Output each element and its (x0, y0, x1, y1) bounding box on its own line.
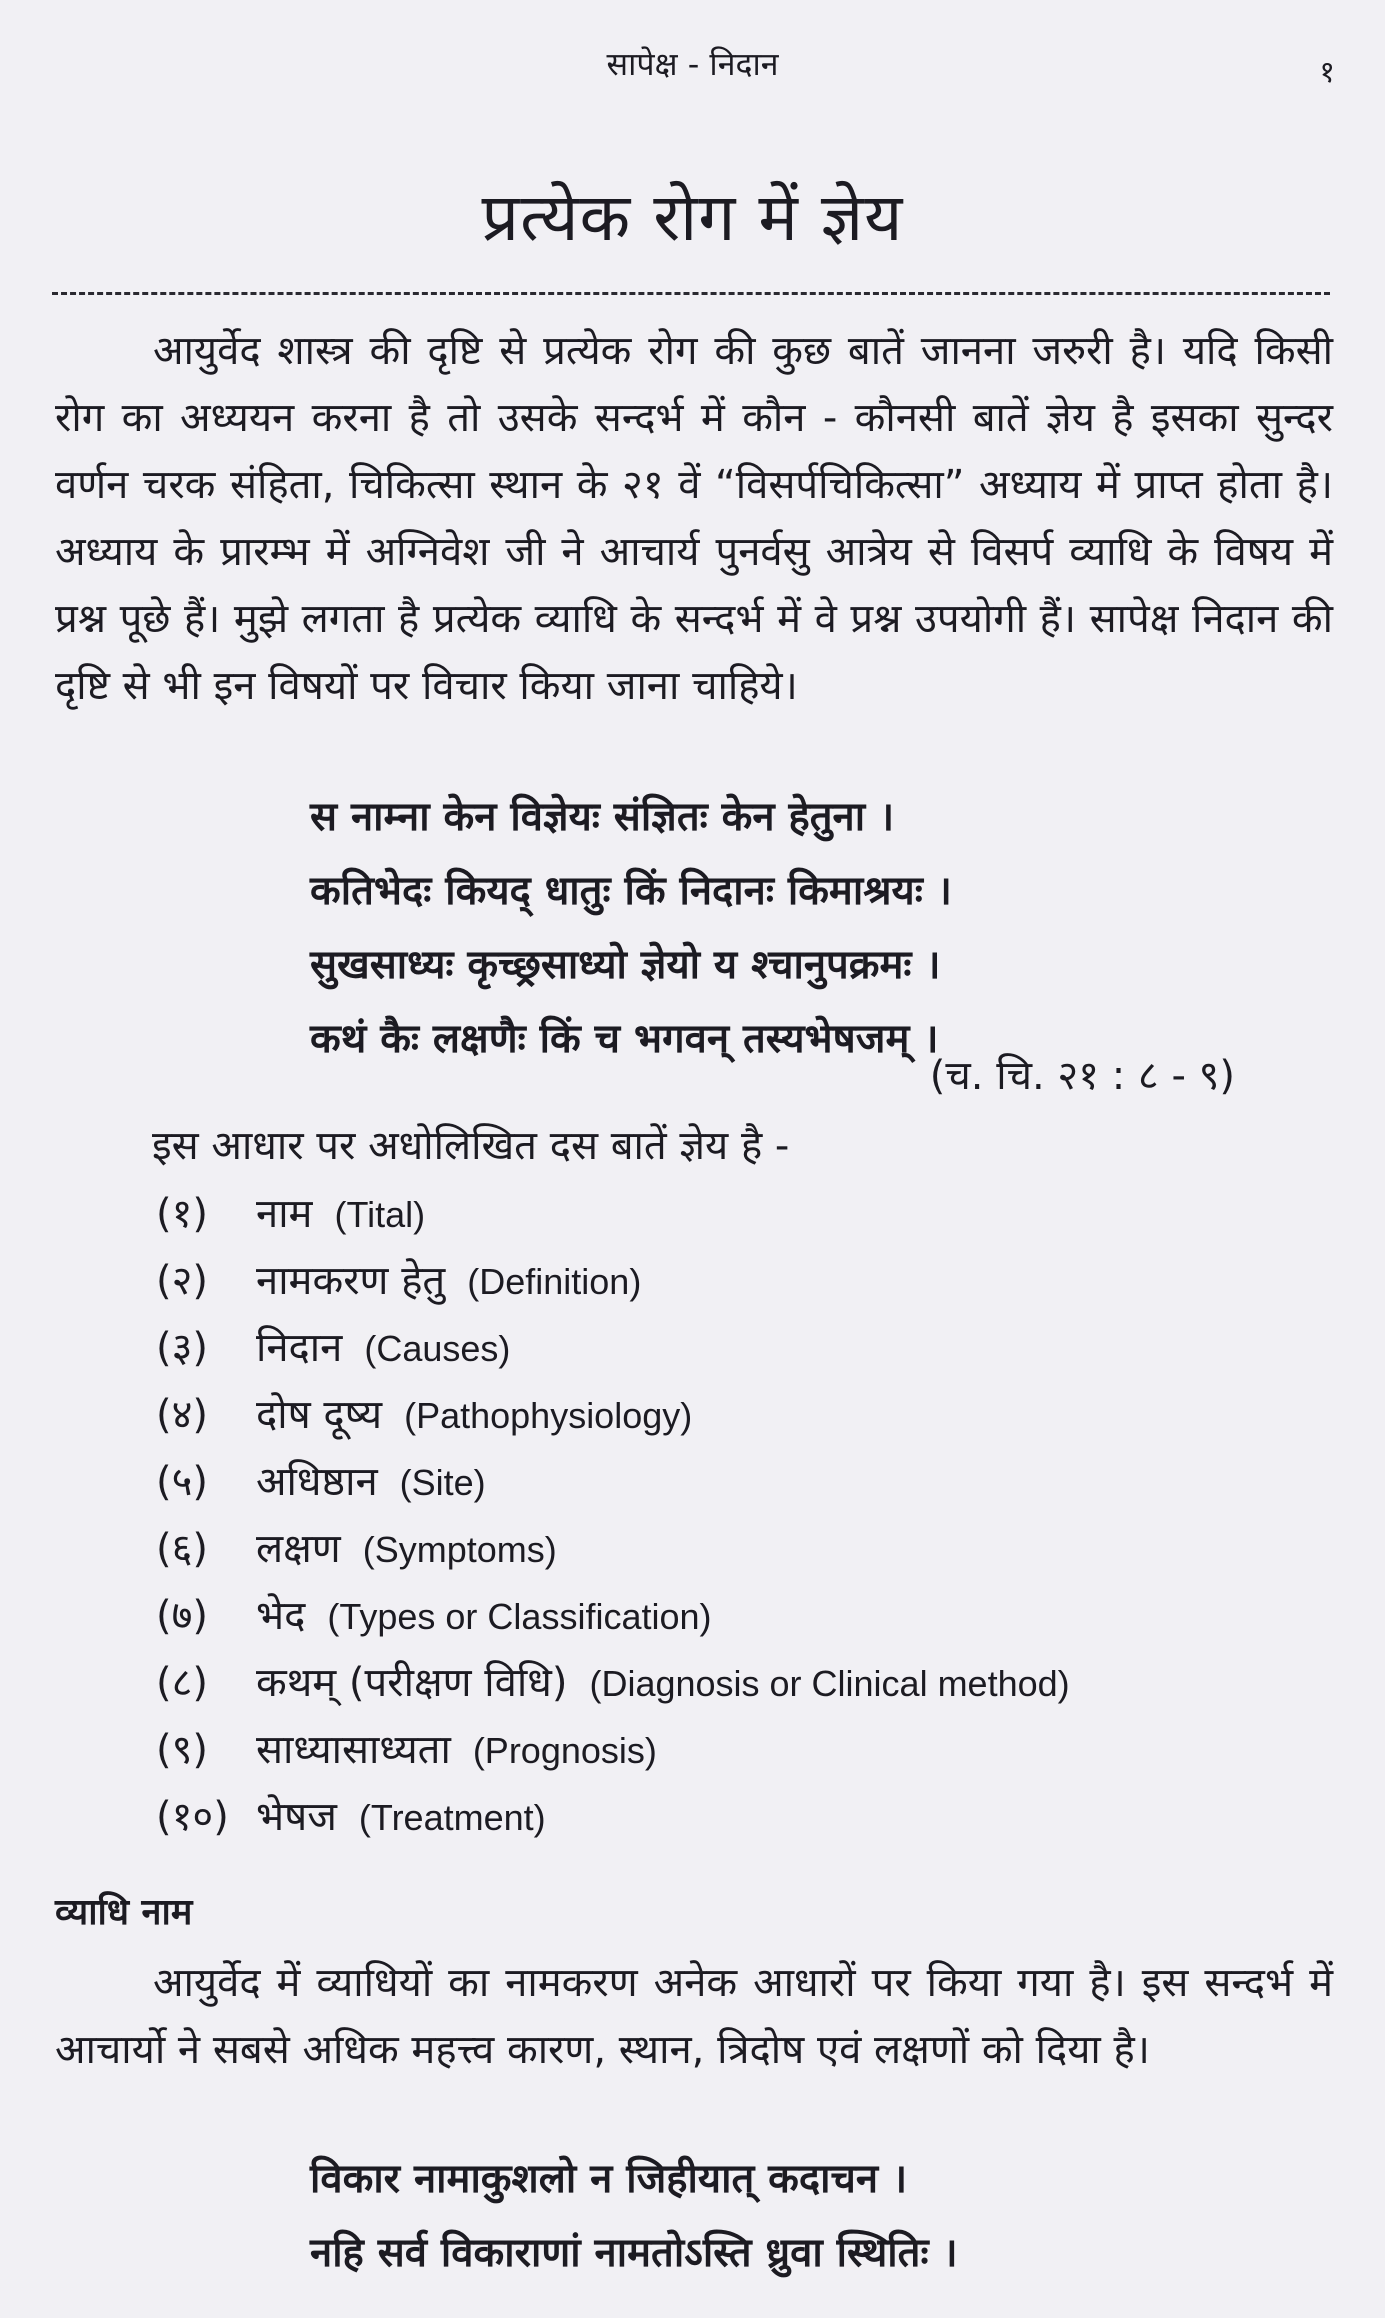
list-item (156, 1519, 1070, 1586)
verse-line: कथं कैः लक्षणैः किं च भगवन् तस्यभेषजम् । (310, 1016, 939, 1062)
list-item (156, 1653, 1070, 1720)
verse-citation: (च. चि. २१ : ८ - ९) (929, 1053, 1235, 1099)
section-heading: व्याधि नाम (55, 1892, 193, 1933)
list-item (156, 1586, 1070, 1653)
item-number: (१०) (156, 1794, 229, 1840)
chapter-title: प्रत्येक रोग में ज्ञेय (481, 179, 904, 256)
item-term-english: (Tital) (334, 1194, 426, 1235)
verse-line: विकार नामाकुशलो न जिहीयात् कदाचन । (310, 2156, 908, 2202)
section-paragraph: आयुर्वेद में व्याधियों का नामकरण अनेक आधारों पर किया गया है। इस सन्दर्भ में आचार्यो ने सबसे अधिक महत्त्व कारण, स्थान, त्रिदोष एवं लक्षणों को दिया है। (55, 1960, 1333, 2073)
sanskrit-verse-2 (310, 2142, 958, 2290)
item-term-hindi: दोष दूष्य (256, 1392, 383, 1438)
sanskrit-verse-1 (310, 780, 952, 1076)
item-term-hindi: लक्षण (256, 1526, 341, 1572)
list-item (156, 1184, 1070, 1251)
item-number: (५) (156, 1459, 209, 1505)
running-header: सापेक्ष - निदान (606, 45, 779, 83)
item-term-english: (Treatment) (358, 1797, 546, 1838)
list-item (156, 1318, 1070, 1385)
item-term-hindi: भेषज (256, 1794, 337, 1840)
item-number: (३) (156, 1325, 209, 1371)
verse-line: सुखसाध्यः कृच्छ्रसाध्यो ज्ञेयो य श्चानुपक्रमः । (310, 942, 941, 988)
item-term-hindi: कथम् (परीक्षण विधि) (256, 1660, 568, 1706)
verse-line: नहि सर्व विकाराणां नामतोऽस्ति ध्रुवा स्थितिः । (310, 2230, 958, 2276)
item-number: (६) (156, 1526, 209, 1572)
list-item (156, 1251, 1070, 1318)
intro-paragraph: आयुर्वेद शास्त्र की दृष्टि से प्रत्येक रोग की कुछ बातें जानना जरुरी है। यदि किसी रोग का अध्ययन करना है तो उसके सन्दर्भ में कौन - कौनसी बातें ज्ञेय है इसका सुन्दर वर्णन चरक संहिता, चिकित्सा स्थान के २१ वें “विसर्पचिकित्सा” अध्याय में प्राप्त होता है। अध्याय के प्रारम्भ में अग्निवेश जी ने आचार्य पुनर्वसु आत्रेय से विसर्प व्याधि के विषय में प्रश्न पूछे हैं। मुझे लगता है प्रत्येक व्याधि के सन्दर्भ में वे प्रश्न उपयोगी हैं। सापेक्ष निदान की दृष्टि से भी इन विषयों पर विचार किया जाना चाहिये। (55, 328, 1333, 709)
item-term-english: (Causes) (364, 1328, 511, 1369)
item-term-hindi: नाम (256, 1191, 313, 1237)
list-item (156, 1787, 1070, 1854)
item-number: (७) (156, 1593, 209, 1639)
list-item (156, 1452, 1070, 1519)
dashed-divider (52, 292, 1330, 295)
item-number: (२) (156, 1258, 209, 1304)
item-term-hindi: भेद (256, 1593, 306, 1639)
list-item (156, 1720, 1070, 1787)
item-term-hindi: निदान (256, 1325, 343, 1371)
list-item (156, 1385, 1070, 1452)
item-number: (१) (156, 1191, 209, 1237)
ten-points-list (156, 1184, 1070, 1854)
item-term-english: (Site) (399, 1462, 486, 1503)
item-term-english: (Diagnosis or Clinical method) (589, 1663, 1070, 1704)
page-number: १ (1319, 55, 1335, 90)
item-term-english: (Symptoms) (362, 1529, 557, 1570)
verse-line: कतिभेदः कियद् धातुः किं निदानः किमाश्रयः । (310, 868, 952, 914)
item-term-hindi: नामकरण हेतु (256, 1258, 446, 1304)
item-term-english: (Pathophysiology) (404, 1395, 693, 1436)
list-intro: इस आधार पर अधोलिखित दस बातें ज्ञेय है - (152, 1123, 790, 1169)
item-term-hindi: अधिष्ठान (256, 1459, 378, 1505)
item-number: (९) (156, 1727, 209, 1773)
item-term-english: (Types or Classification) (327, 1596, 712, 1637)
item-term-english: (Prognosis) (472, 1730, 657, 1771)
item-term-hindi: साध्यासाध्यता (256, 1727, 451, 1773)
item-term-english: (Definition) (467, 1261, 642, 1302)
item-number: (४) (156, 1392, 209, 1438)
item-number: (८) (156, 1660, 209, 1706)
verse-line: स नाम्ना केन विज्ञेयः संज्ञितः केन हेतुना । (310, 794, 895, 840)
